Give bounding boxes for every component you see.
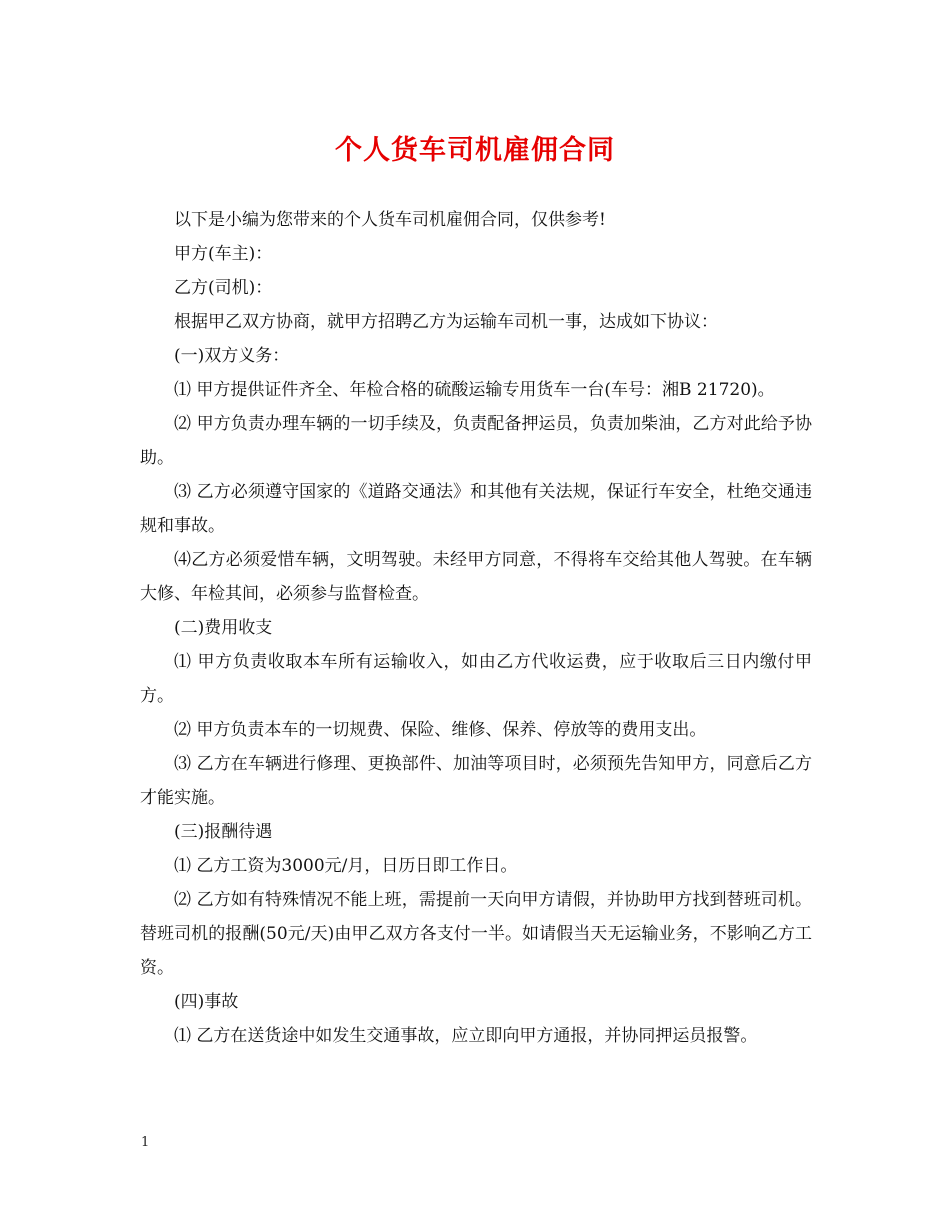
clause-2-1: ⑴ 甲方负责收取本车所有运输收入，如由乙方代收运费，应于收取后三日内缴付甲方。: [140, 652, 812, 706]
clause-2-3: ⑶ 乙方在车辆进行修理、更换部件、加油等项目时，必须预先告知甲方，同意后乙方才能实施。: [140, 754, 812, 808]
clause-3-2: ⑵ 乙方如有特殊情况不能上班，需提前一天向甲方请假，并协助甲方找到替班司机。替班司机的报酬(50元/天)由甲乙双方各支付一半。如请假当天无运输业务，不影响乙方工资。: [140, 890, 812, 978]
document-body: [140, 203, 812, 1053]
section-heading-2: (二)费用收支: [174, 618, 273, 638]
clause-1-1: ⑴ 甲方提供证件齐全、年检合格的硫酸运输专用货车一台(车号：湘B 21720)。: [174, 380, 775, 400]
clause-1-3: ⑶ 乙方必须遵守国家的《道路交通法》和其他有关法规，保证行车安全，杜绝交通违规和事故。: [140, 482, 812, 536]
document-title: 个人货车司机雇佣合同: [335, 135, 615, 166]
section-heading-1: (一)双方义务：: [174, 346, 290, 366]
clause-1-4: ⑷乙方必须爱惜车辆，文明驾驶。未经甲方同意，不得将车交给其他人驾驶。在车辆大修、年检其间，必须参与监督检查。: [140, 550, 812, 604]
clause-4-1: ⑴ 乙方在送货途中如发生交通事故，应立即向甲方通报，并协同押运员报警。: [174, 1026, 758, 1046]
page-number: 1: [141, 1135, 150, 1150]
agreement-preamble: 根据甲乙双方协商，就甲方招聘乙方为运输车司机一事，达成如下协议：: [174, 312, 718, 332]
section-heading-4: (四)事故: [174, 992, 239, 1012]
clause-3-1: ⑴ 乙方工资为3000元/月，日历日即工作日。: [174, 856, 518, 876]
clause-2-2: ⑵ 甲方负责本车的一切规费、保险、维修、保养、停放等的费用支出。: [174, 720, 707, 740]
clause-1-2: ⑵ 甲方负责办理车辆的一切手续及，负责配备押运员，负责加柴油，乙方对此给予协助。: [140, 414, 812, 468]
party-a-line: 甲方(车主)：: [174, 244, 273, 264]
party-b-line: 乙方(司机)：: [174, 278, 273, 298]
section-heading-3: (三)报酬待遇: [174, 822, 273, 842]
intro-paragraph: 以下是小编为您带来的个人货车司机雇佣合同，仅供参考!: [174, 210, 606, 230]
